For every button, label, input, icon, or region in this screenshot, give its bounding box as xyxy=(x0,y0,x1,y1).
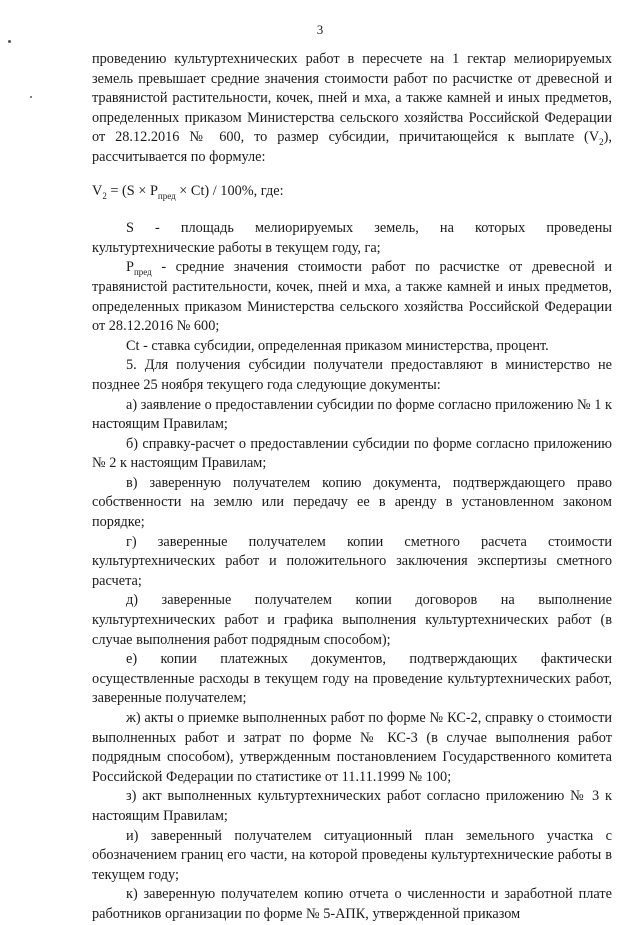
list-item: в) заверенную получателем копию документа, подтверждающего право собственности на землю или передачу ее в аренду в установленном законом порядке; xyxy=(92,474,612,531)
paragraph xyxy=(92,50,612,168)
paragraph-text: - средние значения стоимости работ по расчистке от древесной и травянистой растительности, кочек, пней и мха, а также камней и иных предметов, определенных приказом Министерства сельского хозяйства Российской Федерации от 28.12.2016 № 600; xyxy=(92,259,612,335)
formula-part: = (S × P xyxy=(106,182,158,199)
paragraph: S - площадь мелиорируемых земель, на которых проведены культуртехнические работы в текущем году, га; xyxy=(92,220,612,256)
list-item: д) заверенные получателем копии договоров на выполнение культуртехнических работ и графика выполнения культуртехнических работ (в случае выполнения работ подрядным способом); xyxy=(92,592,612,648)
list-item: и) заверенный получателем ситуационный план земельного участка с обозначением границ его части, на которой проведены культуртехнические работы в текущем году; xyxy=(92,827,612,883)
list-item: е) копии платежных документов, подтверждающих фактически осуществленные расходы в текущем году на проведение культуртехнических работ, заверенные получателем; xyxy=(92,651,612,707)
scan-speck xyxy=(8,40,11,43)
scan-speck xyxy=(30,96,32,98)
subscript: 2 xyxy=(599,137,604,148)
paragraph: 5. Для получения субсидии получатели предоставляют в министерство не позднее 25 ноября текущего года следующие документы: xyxy=(92,357,612,393)
formula xyxy=(92,182,612,202)
list-item: г) заверенные получателем копии сметного расчета стоимости культуртехнических работ и положительного заключения экспертизы сметного расчета; xyxy=(92,533,612,589)
paragraph-text: P xyxy=(126,259,134,276)
list-item: ж) акты о приемке выполненных работ по форме № КС-2, справку о стоимости выполненных работ и затрат по форме № КС-3 (в случае выполнения работ подрядным способом), утвержденным постановлением Государственного комитета Российской Федерации по статистике от 11.11.1999 № 100; xyxy=(92,710,612,785)
list-item: а) заявление о предоставлении субсидии по форме согласно приложению № 1 к настоящим Правилам; xyxy=(92,396,612,433)
formula-part: × Ct) / 100%, где: xyxy=(175,182,284,199)
document-body xyxy=(92,50,612,925)
list-item: б) справку-расчет о предоставлении субсидии по форме согласно приложению № 2 к настоящим Правилам; xyxy=(92,435,612,472)
subscript: пред xyxy=(157,190,176,201)
paragraph-text: проведению культуртехнических работ в пересчете на 1 гектар мелиорируемых земель превышает средние значения стоимости работ по расчистке от древесной и травянистой растительности, кочек, пней и мха, а также камней и иных предметов, определенных приказом Министерства сельского хозяйства Российской Федерации от 28.12.2016 № 600, то размер субсидии, причитающейся к выплате (V xyxy=(92,51,612,146)
page-number: 3 xyxy=(316,22,324,37)
paragraph-text: ), рассчитывается по формуле: xyxy=(92,129,612,165)
formula-part: V xyxy=(92,182,103,199)
paragraph xyxy=(92,258,612,336)
subscript: пред xyxy=(133,267,152,278)
subscript: 2 xyxy=(102,190,107,201)
list-item: к) заверенную получателем копию отчета о численности и заработной плате работников организации по форме № 5-АПК, утвержденной приказом xyxy=(92,886,612,922)
paragraph: Ct - ставка субсидии, определенная приказом министерства, процент. xyxy=(126,337,549,354)
list-item: з) акт выполненных культуртехнических работ согласно приложению № 3 к настоящим Правилам; xyxy=(92,788,612,824)
